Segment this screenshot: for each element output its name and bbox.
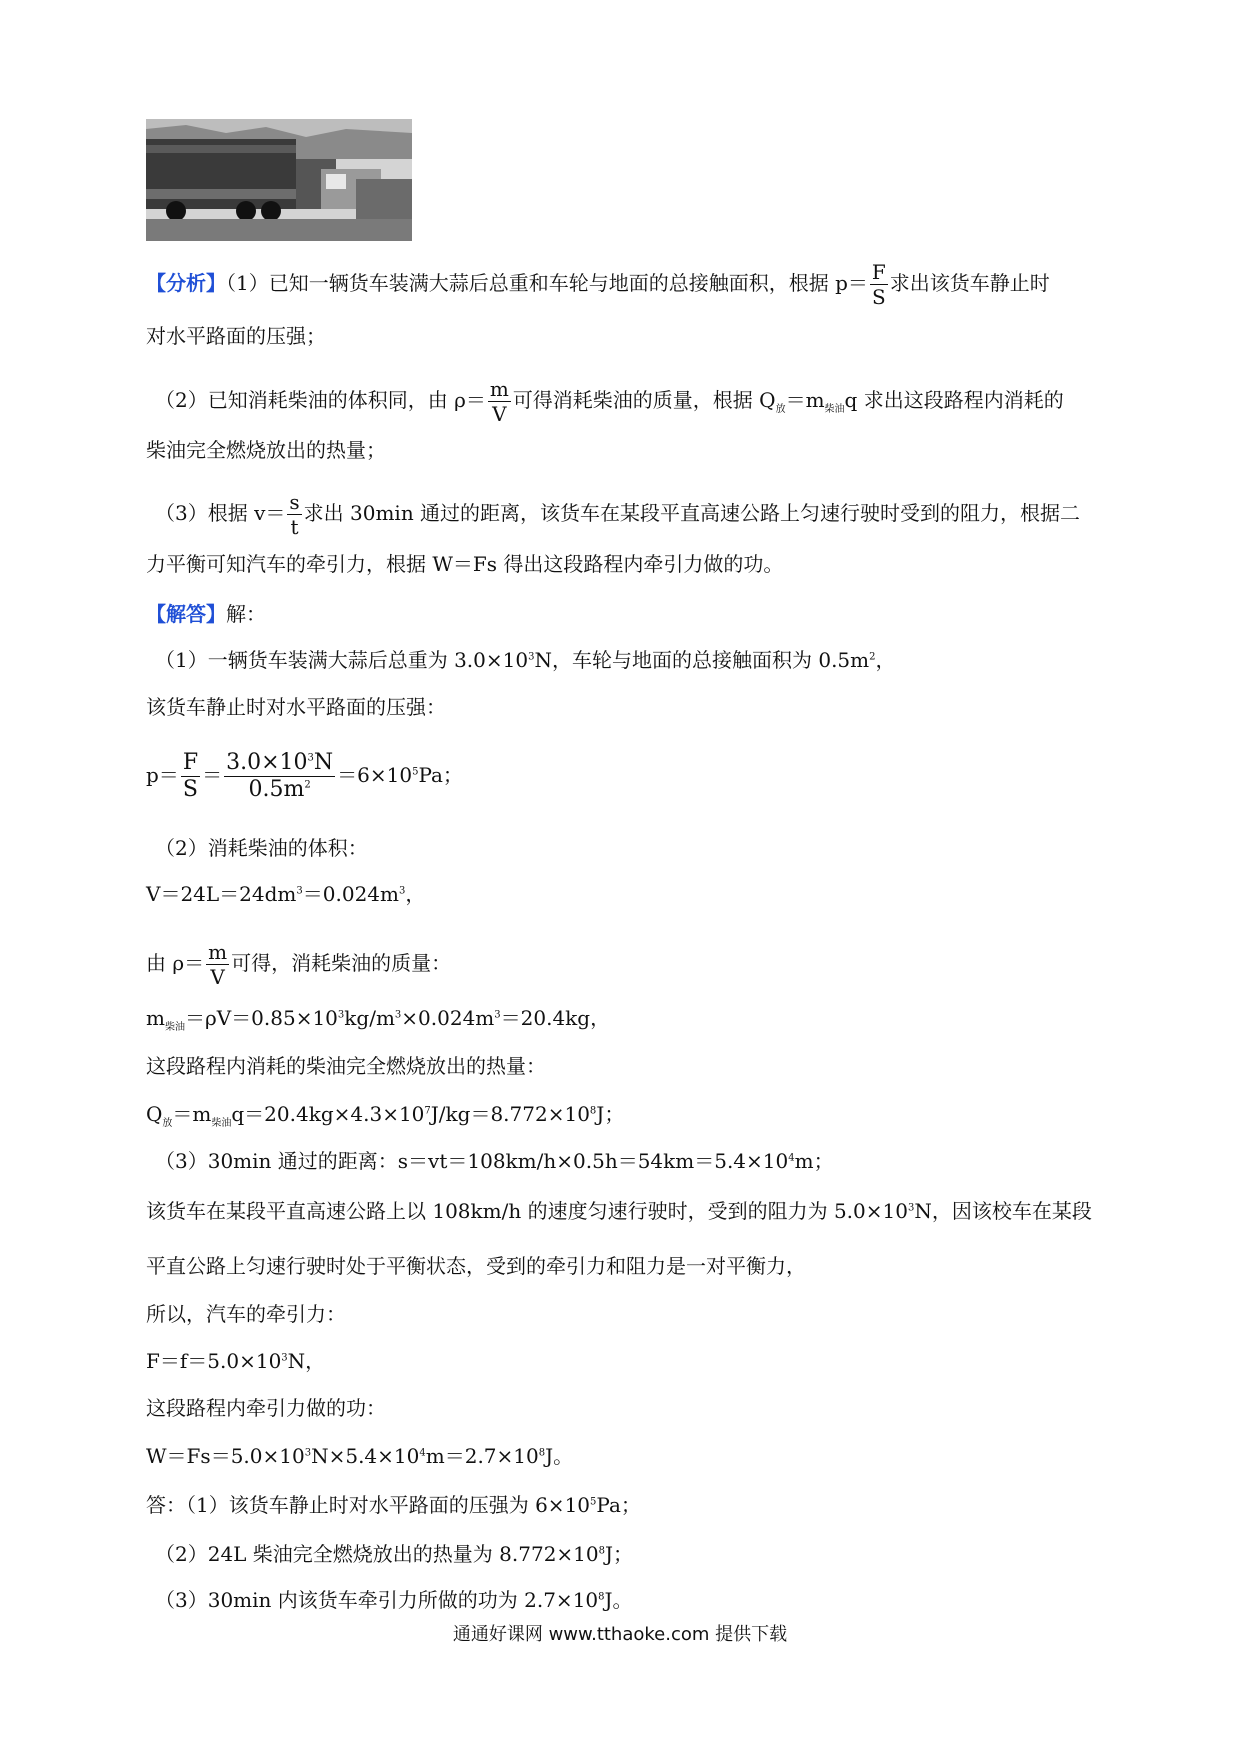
fraction-s-over-t: $\frac{s}{t}$ — [289, 490, 300, 539]
analysis-p3: （3）根据 v＝ $\frac{s}{t}$ 求出 30min 通过的距离，该货车在某段平直高速公路上匀速行驶时受到的阻力，根据二 — [155, 490, 1081, 539]
answer-heading: 【解答】解： — [146, 602, 266, 626]
heat-line: $Q_放=m_{柴油}q=20.4kg\times 4.3\times 10^7J/kg=8.772\times 10^8J$； — [146, 1102, 625, 1129]
resistance-line: 该货车在某段平直高速公路上以 108km/h 的速度匀速行驶时，受到的阻力为 $5.0\times 10^3N$，因该校车在某段 — [146, 1199, 1092, 1223]
conclusion-2: （2）24L 柴油完全燃烧放出的热量为 $8.772\times 10^8J$； — [155, 1542, 634, 1566]
footer-text: 通通好课网 www.tthaoke.com 提供下载 — [452, 1624, 788, 1645]
balance-line: 平直公路上匀速行驶时处于平衡状态，受到的牵引力和阻力是一对平衡力， — [146, 1254, 806, 1278]
volume-line: $V=24L=24dm^3=0.024m^3$， — [146, 882, 426, 906]
analysis-p3-cont: 力平衡可知汽车的牵引力，根据 W＝Fs 得出这段路程内牵引力做的功。 — [146, 552, 784, 576]
mass-line: $m_{柴油}=\rho V=0.85\times 10^3kg/m^3\times 0.024m^3=20.4kg$， — [146, 1006, 611, 1033]
truck-photo — [146, 119, 412, 241]
density-line: 由 ρ＝ $\frac{m}{V}$ 可得，消耗柴油的质量： — [146, 940, 452, 989]
pressure-formula: p＝ $\frac{F}{S}$ ＝ $\frac{3.0\times 10^3N}{0.5m^2}$ $=6\times 10^5Pa$； — [146, 750, 463, 802]
conclusion-3: （3）30min 内该货车牵引力所做的功为 $2.7\times 10^8J$。 — [155, 1588, 633, 1612]
fraction-m-over-v: $\frac{m}{V}$ — [489, 377, 509, 426]
work-title: 这段路程内牵引力做的功： — [146, 1396, 386, 1420]
analysis-p2-cont: 柴油完全燃烧放出的热量； — [146, 438, 386, 462]
force-line: $F=f=5.0\times 10^3N$， — [146, 1349, 326, 1373]
heat-title: 这段路程内消耗的柴油完全燃烧放出的热量： — [146, 1054, 546, 1078]
answer-s1-line2: 该货车静止时对水平路面的压强： — [146, 695, 446, 719]
therefore-line: 所以，汽车的牵引力： — [146, 1302, 346, 1326]
fraction-f-over-s: $\frac{F}{S}$ — [871, 260, 886, 309]
analysis-p1-cont: 对水平路面的压强； — [146, 324, 326, 348]
answer-s1: （1）一辆货车装满大蒜后总重为 $3.0\times 10^3N$，车轮与地面的总接触面积为 $0.5m^2$， — [155, 648, 896, 672]
analysis-p1: 【分析】（1）已知一辆货车装满大蒜后总重和车轮与地面的总接触面积，根据 p＝ $\frac{F}{S}$ 求出该货车静止时 — [146, 260, 1050, 309]
analysis-tag: 【分析】 — [146, 271, 226, 295]
work-line: $W=Fs=5.0\times 10^3N\times 5.4\times 10^4m=2.7\times 10^8J$。 — [146, 1444, 574, 1468]
distance-line: （3）30min 通过的距离：$s=vt=108km/h\times 0.5h=54km=5.4\times 10^4m$； — [155, 1149, 834, 1173]
analysis-p2: （2）已知消耗柴油的体积同，由 ρ＝ $\frac{m}{V}$ 可得消耗柴油的质量，根据 $Q_放=m_{柴油}q$ 求出这段路程内消耗的 — [155, 377, 1064, 426]
answer-s2-title: （2）消耗柴油的体积： — [155, 836, 368, 860]
conclusion-1: 答：（1）该货车静止时对水平路面的压强为 $6\times 10^5Pa$； — [146, 1493, 641, 1517]
answer-tag: 【解答】 — [146, 602, 226, 626]
